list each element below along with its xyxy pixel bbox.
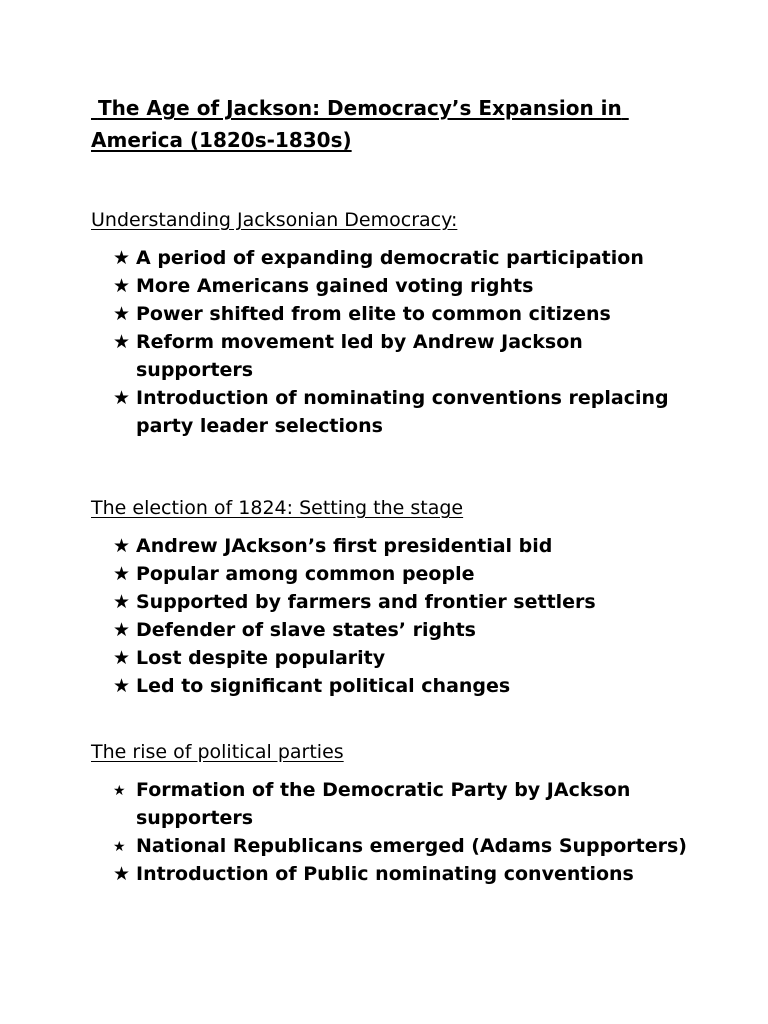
list-item-text: Defender of slave states’ rights	[136, 619, 476, 641]
bullet-list	[91, 776, 691, 888]
list-item	[91, 672, 691, 700]
section-election-of-1824	[91, 494, 691, 700]
list-item-text: Andrew JAckson’s first presidential bid	[136, 535, 553, 557]
list-item	[91, 272, 691, 300]
list-item	[91, 776, 691, 832]
list-item	[91, 832, 691, 860]
section-heading: The rise of political parties	[91, 741, 344, 763]
star-icon: ★	[113, 563, 131, 585]
list-item-text: Led to significant political changes	[136, 675, 511, 697]
star-icon: ★	[113, 535, 131, 557]
section-understanding-jacksonian-democracy	[91, 206, 691, 440]
list-item	[91, 532, 691, 560]
list-item-text: More Americans gained voting rights	[136, 275, 534, 297]
list-item-text: Reform movement led by Andrew Jackson supporters	[136, 331, 583, 381]
list-item-text: Popular among common people	[136, 563, 475, 585]
list-item-text: Lost despite popularity	[136, 647, 386, 669]
document-title: The Age of Jackson: Democracy’s Expansion in America (1820s-1830s)	[91, 96, 629, 152]
list-item	[91, 588, 691, 616]
star-icon: ★	[113, 619, 131, 641]
star-icon: ★	[113, 863, 131, 885]
star-icon: ★	[113, 839, 126, 855]
list-item-text: Power shifted from elite to common citizens	[136, 303, 611, 325]
list-item-text: Formation of the Democratic Party by JAckson supporters	[136, 779, 631, 829]
list-item	[91, 244, 691, 272]
star-icon: ★	[113, 247, 131, 269]
star-icon: ★	[113, 675, 131, 697]
list-item	[91, 384, 691, 440]
list-item	[91, 560, 691, 588]
list-item	[91, 616, 691, 644]
star-icon: ★	[113, 591, 131, 613]
document-page	[91, 92, 691, 888]
section-heading: The election of 1824: Setting the stage	[91, 497, 464, 519]
list-item-text: Introduction of Public nominating conventions	[136, 863, 634, 885]
list-item	[91, 300, 691, 328]
star-icon: ★	[113, 387, 131, 409]
section-heading: Understanding Jacksonian Democracy:	[91, 209, 458, 231]
list-item-text: A period of expanding democratic participation	[136, 247, 644, 269]
bullet-list	[91, 244, 691, 440]
list-item-text: National Republicans emerged (Adams Supporters)	[136, 835, 687, 857]
bullet-list	[91, 532, 691, 700]
section-rise-of-political-parties	[91, 738, 691, 888]
list-item	[91, 644, 691, 672]
star-icon: ★	[113, 275, 131, 297]
list-item-text: Introduction of nominating conventions replacing party leader selections	[136, 387, 669, 437]
list-item	[91, 328, 691, 384]
list-item-text: Supported by farmers and frontier settlers	[136, 591, 596, 613]
star-icon: ★	[113, 783, 126, 799]
star-icon: ★	[113, 647, 131, 669]
star-icon: ★	[113, 303, 131, 325]
list-item	[91, 860, 691, 888]
star-icon: ★	[113, 331, 131, 353]
